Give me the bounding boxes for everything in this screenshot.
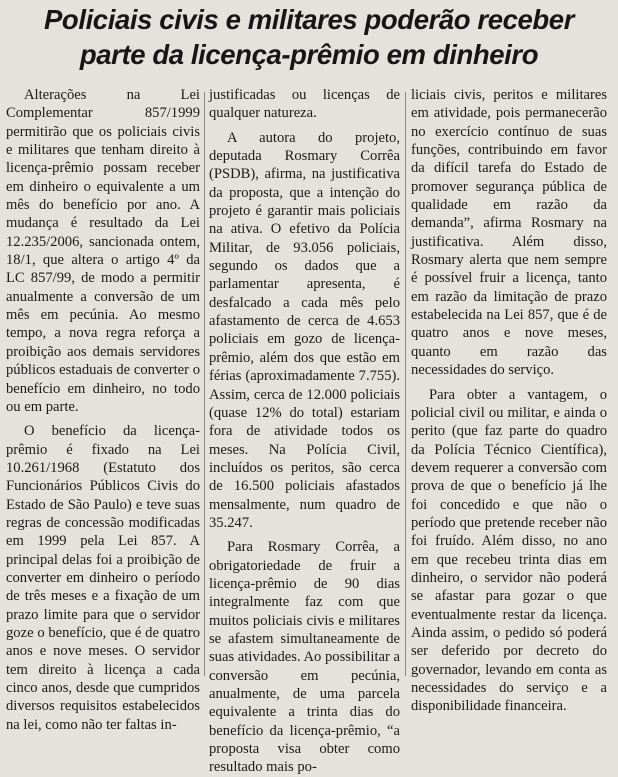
- headline-line-2: parte da licença-prêmio em dinheiro: [79, 39, 539, 70]
- column-2-paragraph-2: A autora do projeto, deputada Rosmary Corrêa (PSDB), afirma, na justificativa da proposta, que a intenção do projeto é garantir mais policiais na ativa. O efetivo da Polícia Militar, de 93.056 policiais, segundo os dados que a parlamentar apresenta, é desfalcado a cada mês pelo afastamento de cerca de 4.653 policiais em gozo de licença-prêmio, além dos que estão em férias (aproximadamente 7.755). Assim, cerca de 12.000 policiais (quase 12% do total) estariam fora de atividade todos os meses. Na Polícia Civil, incluídos os peritos, são cerca de 16.500 policiais afastados mensalmente, num quadro de 35.247.: [209, 129, 400, 531]
- article-column-3: [411, 86, 607, 716]
- column-1-paragraph-2: O benefício da licença-prêmio é fixado na Lei 10.261/1968 (Estatuto dos Funcionários Públicos Civis do Estado de São Paulo) e teve suas regras de concessão modificadas em 1999 pela Lei 857. A principal delas foi a proibição de converter em dinheiro o período de três meses e a fixação de um prazo limite para que o servidor goze o benefício, que é de quatro anos e nove meses. O servidor tem direito à licença a cada cinco anos, desde que cumpridos diversos requisitos estabelecidos na lei, como não ter faltas in-: [6, 423, 200, 733]
- article-column-1: [6, 86, 200, 734]
- column-3-paragraph-2: Para obter a vantagem, o policial civil ou militar, e ainda o perito (que faz parte do quadro da Polícia Técnico Científica), devem requerer a conversão com prova de que o benefício já lhe foi concedido e que não o período que pretende receber não foi fruído. Além disso, no ano em que recebeu trinta dias em dinheiro, o servidor não poderá se afastar para gozar o que eventualmente restar da licença. Ainda assim, o pedido só poderá ser deferido por decreto do governador, levando em conta as necessidades do serviço e a disponibilidade financeira.: [411, 386, 607, 715]
- headline-line-1: Policiais civis e militares poderão receber: [43, 4, 575, 35]
- column-2-paragraph-3: Para Rosmary Corrêa, a obrigatoriedade de fruir a licença-prêmio de 90 dias integralmente faz com que muitos policiais civis e militares se afastem simultaneamente de suas atividades. Ao possibilitar a conversão em pecúnia, anualmente, de uma parcela equivalente a trinta dias do benefício da licença-prêmio, “a proposta visa obter como resultado mais po-: [209, 539, 400, 776]
- column-divider-1: [204, 92, 205, 676]
- article-column-2: [209, 86, 400, 777]
- column-1-paragraph-1: Alterações na Lei Complementar 857/1999 permitirão que os policiais civis e militares que tenham direito à licença-prêmio possam receber em dinheiro o equivalente a um mês do benefício por ano. A mudança é resultado da Lei 12.235/2006, sancionada ontem, 18/1, que altera o artigo 4º da LC 857/99, de modo a permitir anualmente a conversão de um mês em pecúnia. Ao mesmo tempo, a nova regra reforça a proibição aos demais servidores públicos estaduais de converter o benefício em dinheiro, no todo ou em parte.: [6, 87, 200, 415]
- column-3-paragraph-1: liciais civis, peritos e militares em atividade, pois permanecerão no exercício contínuo de suas funções, contribuindo em favor da difícil tarefa do Estado de promover segurança pública de qualidade em razão da demanda”, afirma Rosmary na justificativa. Além disso, Rosmary alerta que nem sempre é possível fruir a licença, tanto em razão da limitação de prazo estabelecida na Lei 857, que é de quatro anos e nove meses, quanto em razão das necessidades do serviço.: [411, 87, 607, 379]
- column-divider-2: [405, 92, 406, 676]
- article-headline: [8, 2, 610, 72]
- column-2-paragraph-1: justificadas ou licenças de qualquer natureza.: [209, 87, 400, 122]
